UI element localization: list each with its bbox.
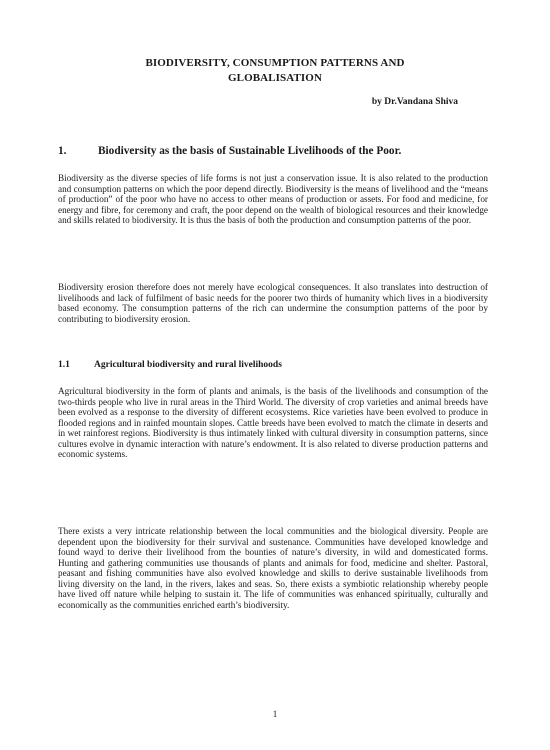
title-line-1: BIODIVERSITY, CONSUMPTION PATTERNS AND: [145, 57, 405, 69]
paragraph: Agricultural biodiversity in the form of plants and animals, is the basis of the livelihoods and consumption of the two-thirds people who live in rural areas in the Third World. The diversity of crop varieties and animal breeds have been evolved as a response to the diversity of different ecosystems. Rice varieties have been evolved to produce in flooded regions and in rainfed mountain slopes. Cattle breeds have been evolved to match the climate in deserts and in wet rainforest regions. Biodiversity is thus intimately linked with cultural diversity in consumption patterns, since cultures evolve in dynamic interaction with nature’s endowment. It is also related to diverse production patterns and economic systems.: [58, 386, 488, 459]
section-number: 1.: [58, 145, 67, 157]
title-line-2: GLOBALISATION: [227, 72, 322, 84]
subsection-heading: [58, 360, 282, 370]
document-title: [0, 56, 550, 86]
paragraph: Biodiversity erosion therefore does not merely have ecological consequences. It also translates into destruction of livelihoods and lack of fulfilment of basic needs for the poorer two thirds of humanity which lives in a biodiversity based economy. The consumption patterns of the rich can undermine the consumption patterns of the poor by contributing to biodiversity erosion.: [58, 282, 488, 324]
section-title: Biodiversity as the basis of Sustainable Livelihoods of the Poor.: [98, 145, 402, 157]
subsection-number: 1.1: [58, 360, 70, 370]
paragraph: Biodiversity as the diverse species of life forms is not just a conservation issue. It is also related to the production and consumption patterns on which the poor depend directly. Biodiversity is the means of livelihood and the “means of production” of the poor who have no access to other means of production or assets. For food and medicine, for energy and fibre, for ceremony and craft, the poor depend on the wealth of biological resources and their knowledge and skills related to biodiversity. It is thus the basis of both the production and consumption patterns of the poor.: [58, 173, 488, 225]
section-heading: [58, 145, 401, 157]
author-byline: by Dr.Vandana Shiva: [371, 97, 458, 107]
subsection-title: Agricultural biodiversity and rural livelihoods: [94, 360, 282, 370]
paragraph: There exists a very intricate relationship between the local communities and the biological diversity. People are dependent upon the biodiversity for their survival and sustenance. Communities have developed knowledge and found wayd to derive their livelihood from the bounties of nature’s diversity, in wild and domesticated forms. Hunting and gathering communities use thousands of plants and animals for food, medicine and shelter. Pastoral, peasant and fishing communities have also evolved knowledge and skills to derive sustainable livelihoods from living diversity on the land, in the rivers, lakes and seas. So, there exists a symbiotic relationship whereby people have lived off nature while helping to sustain it. The life of communities was enhanced spiritually, culturally and economically as the communities enriched earth’s biodiversity.: [58, 526, 488, 610]
page-number: 1: [272, 709, 278, 719]
